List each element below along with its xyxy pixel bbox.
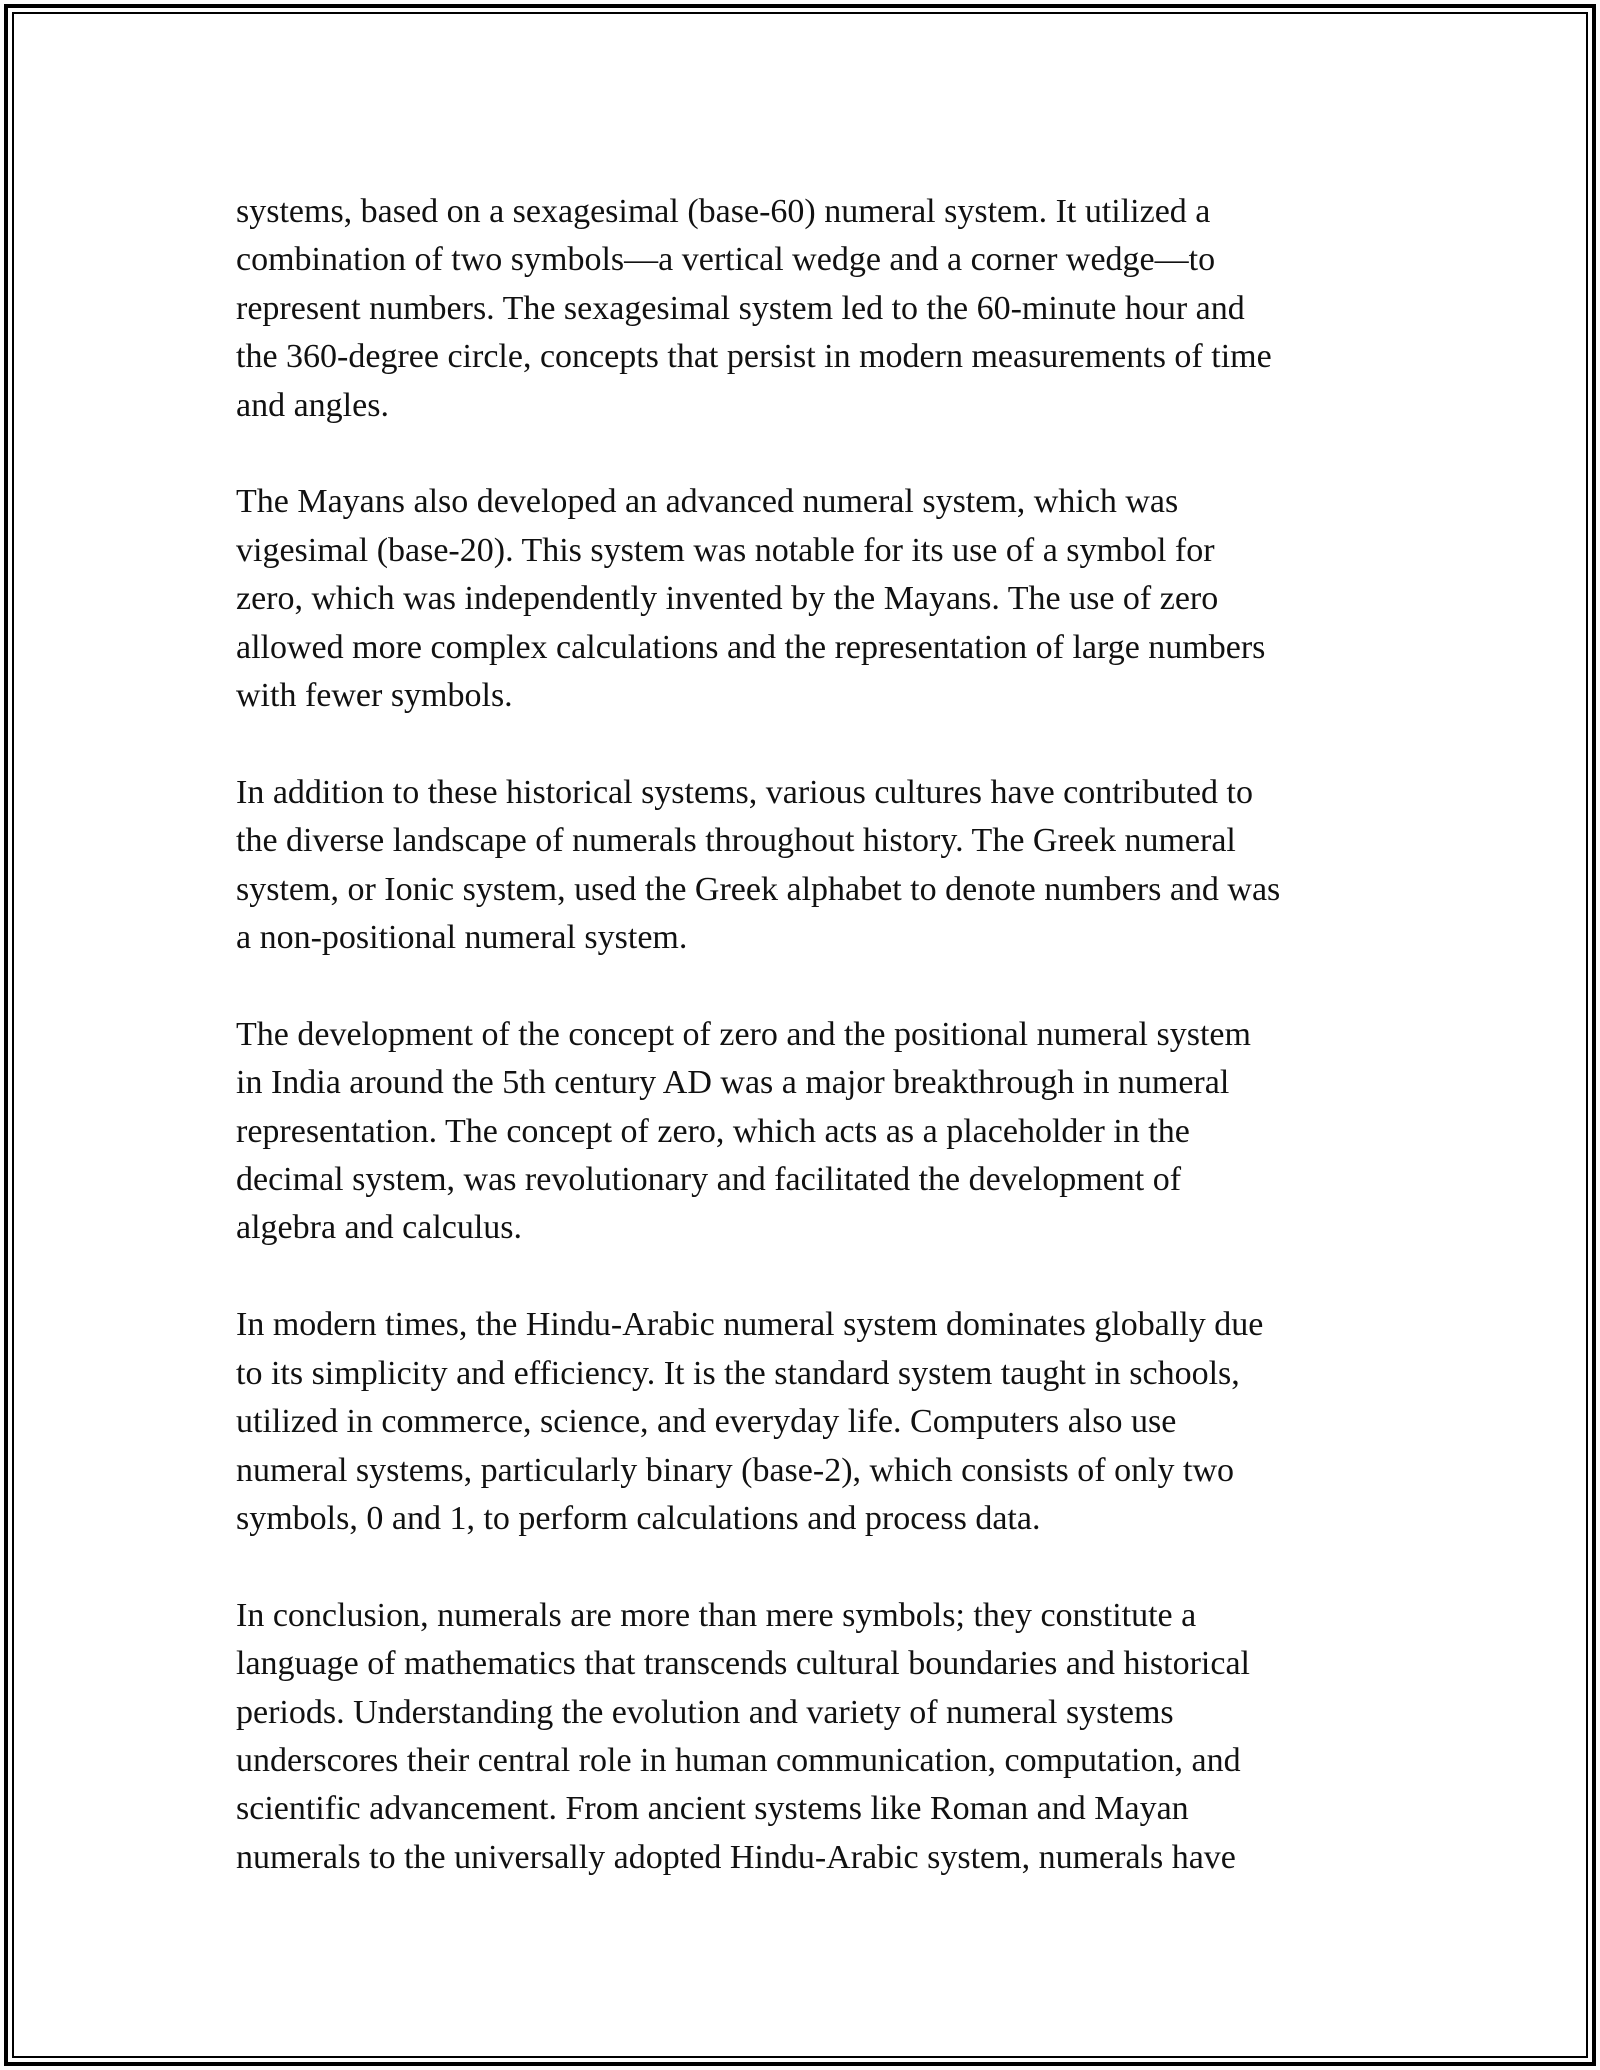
- text-line: the 360-degree circle, concepts that persist in modern measurements of time: [236, 338, 1272, 376]
- text-line: the diverse landscape of numerals throughout history. The Greek numeral: [236, 822, 1236, 860]
- text-line: The Mayans also developed an advanced numeral system, which was: [236, 483, 1179, 521]
- text-line: algebra and calculus.: [236, 1209, 523, 1247]
- paragraph-modern-times: [236, 1301, 1376, 1543]
- text-line: utilized in commerce, science, and everyday life. Computers also use: [236, 1403, 1177, 1441]
- paragraph-conclusion: [236, 1592, 1376, 1882]
- text-line: represent numbers. The sexagesimal system led to the 60-minute hour and: [236, 289, 1245, 327]
- text-line: system, or Ionic system, used the Greek alphabet to denote numbers and was: [236, 870, 1281, 908]
- text-line: a non-positional numeral system.: [236, 919, 688, 957]
- text-line: The development of the concept of zero and the positional numeral system: [236, 1015, 1251, 1053]
- text-line: underscores their central role in human communication, computation, and: [236, 1741, 1241, 1779]
- text-line: combination of two symbols—a vertical wedge and a corner wedge—to: [236, 241, 1216, 279]
- text-line: in India around the 5th century AD was a major breakthrough in numeral: [236, 1064, 1230, 1102]
- text-line: numeral systems, particularly binary (base-2), which consists of only two: [236, 1451, 1235, 1489]
- text-line: symbols, 0 and 1, to perform calculations and process data.: [236, 1499, 1041, 1537]
- text-line: systems, based on a sexagesimal (base-60) numeral system. It utilized a: [236, 193, 1211, 230]
- document-body: [236, 188, 1376, 1931]
- text-line: representation. The concept of zero, which acts as a placeholder in the: [236, 1112, 1190, 1150]
- text-line: scientific advancement. From ancient systems like Roman and Mayan: [236, 1790, 1189, 1828]
- text-line: with fewer symbols.: [236, 677, 513, 715]
- text-line: zero, which was independently invented by the Mayans. The use of zero: [236, 580, 1219, 618]
- text-line: decimal system, was revolutionary and facilitated the development of: [236, 1161, 1182, 1199]
- text-line: vigesimal (base-20). This system was notable for its use of a symbol for: [236, 531, 1215, 569]
- paragraph-greek: [236, 769, 1376, 963]
- text-line: allowed more complex calculations and the representation of large numbers: [236, 628, 1266, 666]
- text-line: In conclusion, numerals are more than mere symbols; they constitute a: [236, 1596, 1197, 1634]
- paragraph-mayans: [236, 478, 1376, 720]
- text-line: and angles.: [236, 386, 389, 424]
- paragraph-sexagesimal: [236, 188, 1376, 430]
- text-line: language of mathematics that transcends cultural boundaries and historical: [236, 1645, 1250, 1683]
- paragraph-zero-india: [236, 1011, 1376, 1253]
- text-line: In modern times, the Hindu-Arabic numeral system dominates globally due: [236, 1306, 1264, 1344]
- text-line: to its simplicity and efficiency. It is the standard system taught in schools,: [236, 1354, 1240, 1392]
- text-line: In addition to these historical systems, various cultures have contributed to: [236, 773, 1253, 811]
- text-line: periods. Understanding the evolution and variety of numeral systems: [236, 1693, 1174, 1731]
- text-line: numerals to the universally adopted Hindu-Arabic system, numerals have: [236, 1838, 1236, 1876]
